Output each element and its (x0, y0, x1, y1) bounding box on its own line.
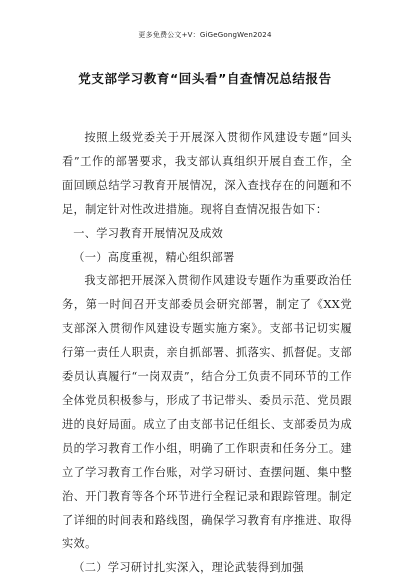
section-1-heading: 一、学习教育开展情况及成效 (73, 226, 224, 240)
subsection-1-heading: （一）高度重视，精心组织部署 (73, 250, 235, 264)
document-body (62, 126, 352, 580)
intro-paragraph: 按照上级党委关于开展深入贯彻作风建设专题“回头看”工作的部署要求，我支部认真组织开展自查工作，全面回顾总结学习教育开展情况，深入查找存在的问题和不足，制定针对性改进措施。现将自查情况报告如下： (62, 131, 352, 216)
header-watermark: 更多免费公文+V：GiGeGongWen2024 (138, 31, 272, 39)
subsection-1-paragraph: 我支部把开展深入贯彻作风建设专题作为重要政治任务，第一时间召开支部委员会研究部署，制定了《XX党支部深入贯彻作风建设专题实施方案》。支部书记切实履行第一责任人职责，亲自抓部署、抓落实、抓督促。支部委员认真履行“一岗双责”，结合分工负责不同环节的工作全体党员积极参与，形成了书记带头、委员示范、党员跟进的良好局面。成立了由支部书记任组长、支部委员为成员的学习教育工作小组，明确了工作职责和任务分工。建立了学习教育工作台账，对学习研讨、查摆问题、集中整治、开门教育等各个环节进行全程记录和跟踪管理。制定了详细的时间表和路线图，确保学习教育有序推进、取得实效。 (62, 274, 352, 551)
subsection-2-heading: （二）学习研讨扎实深入，理论武装得到加强 (73, 561, 304, 575)
document-title: 党支部学习教育“回头看”自查情况总结报告 (78, 71, 332, 86)
